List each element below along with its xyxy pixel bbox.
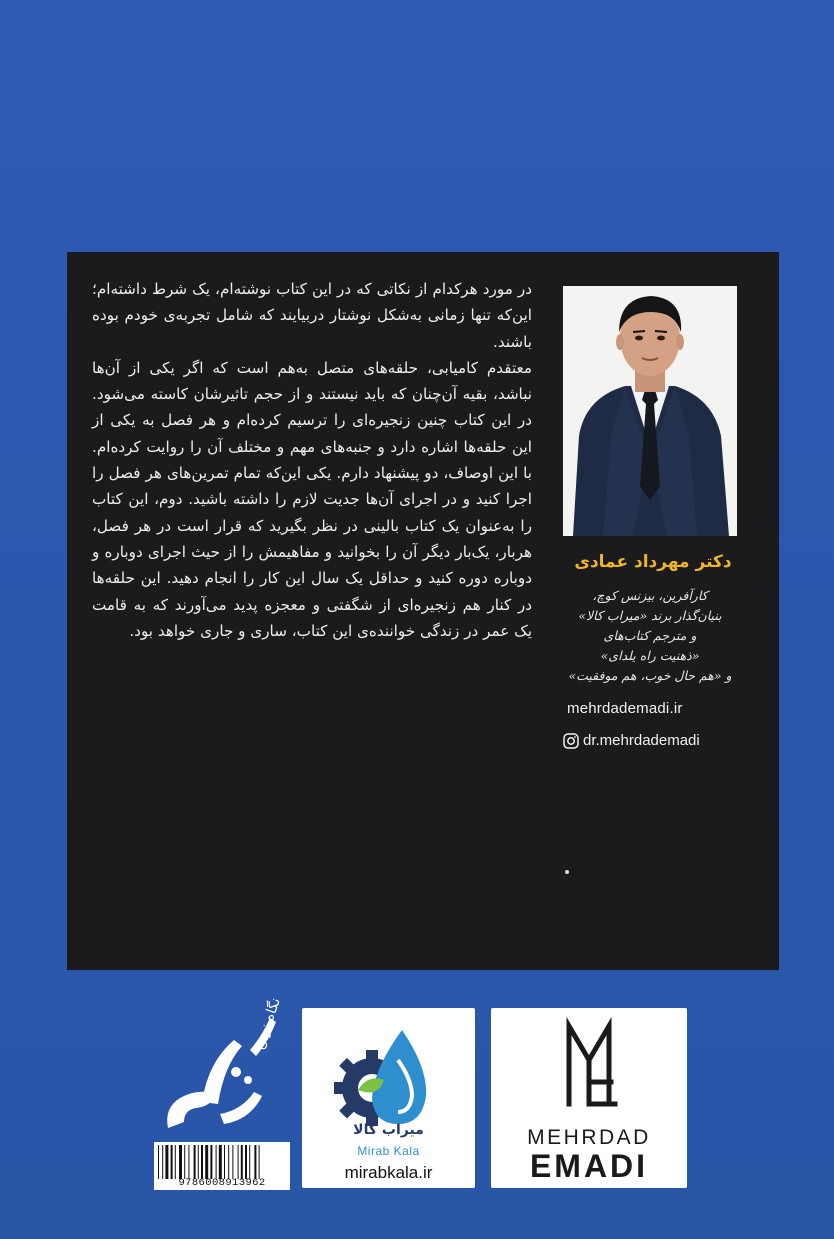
bio-line: کارآفرین، بیزنس کوچ، <box>592 588 708 603</box>
author-portrait-image <box>563 286 737 536</box>
emadi-logo-line1: MEHRDAD <box>527 1126 651 1149</box>
publisher-calligraphy-icon <box>150 995 285 1138</box>
barcode-bar <box>165 1145 168 1179</box>
barcode-bar <box>216 1145 217 1179</box>
emadi-logo-line2: EMADI <box>529 1148 649 1184</box>
bio-line: بنیان‌گذار برند «میراب کالا» <box>578 608 722 623</box>
decorative-dot <box>565 870 569 874</box>
barcode-bar <box>254 1145 256 1179</box>
text-panel <box>67 252 779 970</box>
barcode-bars-icon <box>154 1145 290 1179</box>
bio-line: و «هم حال خوب، هم موفقیت» <box>568 668 732 683</box>
author-photo <box>563 286 737 536</box>
barcode-bar <box>162 1145 163 1179</box>
publisher-name: نگاه نوین <box>250 995 285 1052</box>
barcode-bar <box>249 1145 250 1179</box>
mirab-website: mirabkala.ir <box>344 1163 433 1182</box>
barcode-bar <box>224 1145 225 1179</box>
barcode-bar <box>210 1145 212 1179</box>
barcode-bar <box>171 1145 173 1179</box>
publisher-logo <box>150 995 285 1138</box>
author-bio <box>545 586 755 686</box>
barcode-bar <box>228 1145 229 1179</box>
author-website: mehrdademadi.ir <box>567 700 683 717</box>
author-name: دکتر مهرداد عمادی <box>574 552 732 572</box>
barcode-bar <box>205 1145 208 1179</box>
description-text <box>92 276 532 644</box>
emadi-logo-card <box>491 1008 687 1188</box>
barcode-bar <box>238 1145 239 1179</box>
barcode-bar <box>219 1145 222 1179</box>
instagram-label: dr.mehrdademadi <box>583 732 700 749</box>
barcode-bar <box>175 1145 176 1179</box>
instagram-icon <box>563 733 579 749</box>
barcode-bar <box>188 1145 189 1179</box>
mirab-logo-english: Mirab Kala <box>357 1144 420 1158</box>
mirab-kala-logo-card <box>302 1008 475 1188</box>
instagram-handle <box>563 732 700 749</box>
paragraph-1: در مورد هرکدام از نکاتی که در این کتاب نوشته‌ام، یک شرط داشته‌ام؛ این‌که تنها زمانی به‌شکل نوشتار دربیایند که شامل تجربه‌ی خودم بوده باشند. <box>92 280 532 351</box>
barcode-bar <box>201 1145 203 1179</box>
isbn-barcode <box>154 1142 290 1190</box>
bio-line: و مترجم کتاب‌های <box>603 628 697 643</box>
mirab-logo-persian: میراب کالا <box>353 1122 424 1138</box>
emadi-monogram-icon <box>491 1008 687 1118</box>
barcode-bar <box>179 1145 182 1179</box>
bio-line: «ذهنیت راه یلدای» <box>600 648 700 663</box>
barcode-bar <box>198 1145 199 1179</box>
isbn-number: 9786008913962 <box>178 1177 266 1189</box>
barcode-bar <box>259 1145 260 1179</box>
paragraph-2: معتقدم کامیابی، حلقه‌های متصل به‌هم است که اگر یکی از آن‌ها نباشد، بقیه آن‌چنان که باید نیستند و از حجم تاثیرشان کاسته می‌شود. در این کتاب چنین زنجیره‌ای را ترسیم کرده‌ام و هر فصل به یکی از این حلقه‌ها اشاره دارد و جنبه‌های مهم و مختلف آن را روایت کرده‌ام. با این اوصاف، دو پیشنهاد دارم. یکی این‌که تمام تمرین‌های هر فصل را اجرا کنید و در اجرای آن‌ها جدیت لازم را داشته باشید. دوم، این کتاب را به‌عنوان یک کتاب بالینی در نظر بگیرید که قرار است در هر فصل، هربار، یک‌بار دیگر آن را بخوانید و مفاهیمش را از حیث اجرای دوباره و دوباره دوره کنید و حداقل یک سال این کار را انجام دهید. این حلقه‌ها در کنار هم زنجیره‌ای از شگفتی و معجزه پدید می‌آورند که به قامت یک عمر در زندگی خواننده‌ی این کتاب، ساری و جاری خواهد بود. <box>92 358 532 640</box>
barcode-bar <box>184 1145 185 1179</box>
barcode-bar <box>241 1145 243 1179</box>
barcode-bar <box>194 1145 196 1179</box>
barcode-bar <box>245 1145 247 1179</box>
barcode-bar <box>158 1145 159 1179</box>
barcode-bar <box>232 1145 233 1179</box>
